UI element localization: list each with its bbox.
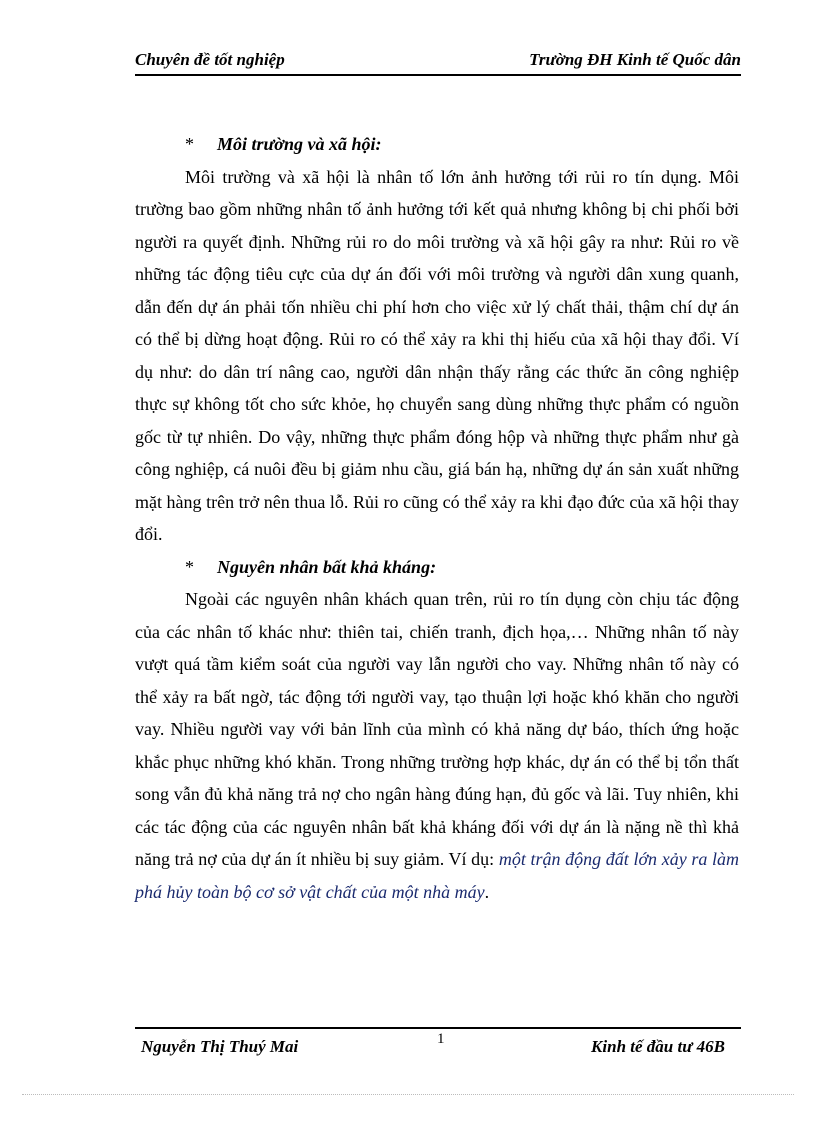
page-boundary-line [22,1094,794,1095]
paragraph-end: . [484,881,490,902]
paragraph-environment: Môi trường và xã hội là nhân tố lớn ảnh hưởng tới rủi ro tín dụng. Môi trường bao gồm những nhân tố ảnh hưởng tới kết quả nhưng không bị chi phối bởi người ra quyết định. Những rủi ro do môi trường và xã hội gây ra như: Rủi ro về những tác động tiêu cực của dự án đối với môi trường và người dân xung quanh, dẫn đến dự án phải tốn nhiều chi phí hơn cho việc xử lý chất thải, thậm chí dự án có thể bị dừng hoạt động. Rủi ro có thể xảy ra khi thị hiếu của xã hội thay đổi. Ví dụ như: do dân trí nâng cao, người dân nhận thấy rằng các thức ăn công nghiệp thực sự không tốt cho sức khỏe, họ chuyển sang dùng những thực phẩm có nguồn gốc từ tự nhiên. Do vậy, những thực phẩm đóng hộp và những thực phẩm như gà công nghiệp, cá nuôi đều bị giảm nhu cầu, giá bán hạ, những dự án sản xuất những mặt hàng trên trở nên thua lỗ. Rủi ro cũng có thể xảy ra khi đạo đức của xã hội thay đổi. [135,166,739,544]
section-heading-environment [135,128,739,161]
footer-author: Nguyễn Thị Thuý Mai [141,1037,299,1056]
paragraph-text: Ngoài các nguyên nhân khách quan trên, rủi ro tín dụng còn chịu tác động của các nhân tố khác như: thiên tai, chiến tranh, địch họa,… Những nhân tố này vượt quá tầm kiểm soát của người vay lẫn người cho vay. Những nhân tố này có thể xảy ra bất ngờ, tác động tới người vay, tạo thuận lợi hoặc khó khăn cho người vay. Nhiều người vay với bản lĩnh của mình có khả năng dự báo, thích ứng hoặc khắc phục những khó khăn. Trong những trường hợp khác, dự án có thể bị tổn thất song vẫn đủ khả năng trả nợ cho ngân hàng đúng hạn, đủ gốc và lãi. Tuy nhiên, khi các tác động của các nguyên nhân bất khả kháng đối với dự án là nặng nề thì khả năng trả nợ của dự án ít nhiều bị suy giảm. Ví dụ: [135,589,739,869]
section-heading-text: Nguyên nhân bất khả kháng: [217,556,437,577]
page-header [135,48,741,76]
page-number: 1 [437,1031,445,1047]
page-footer [135,1027,741,1069]
page-body [135,128,739,908]
header-document-type: Chuyên đề tốt nghiệp [135,50,285,69]
bullet-marker: * [185,556,194,577]
example-text: một trận động đất lớn xảy ra làm phá hủy toàn bộ cơ sở vật chất của một nhà máy [135,849,739,902]
header-university: Trường ĐH Kinh tế Quốc dân [529,50,741,69]
paragraph-force-majeure [135,583,739,908]
section-heading-force-majeure [135,551,739,584]
section-heading-text: Môi trường và xã hội: [217,134,382,154]
footer-class: Kinh tế đầu tư 46B [591,1037,725,1056]
bullet-marker: * [185,134,194,154]
